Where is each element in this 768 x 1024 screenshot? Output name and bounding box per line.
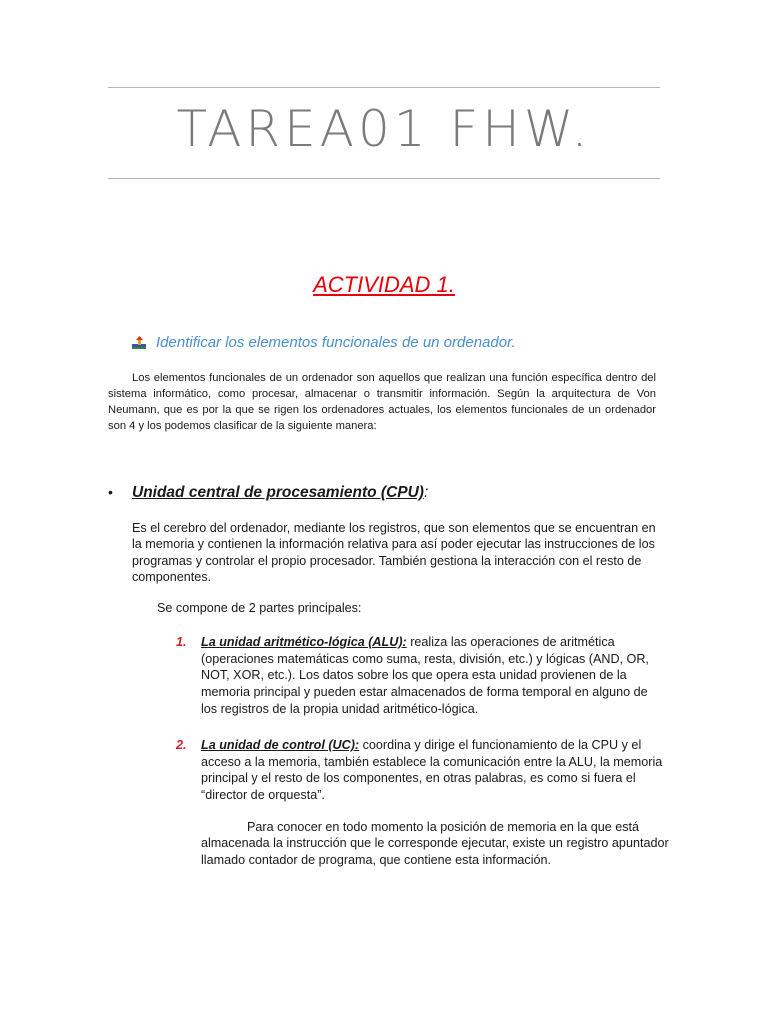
list-item-uc xyxy=(176,737,666,804)
cpu-section-colon: : xyxy=(423,484,429,501)
uc-label-colon: : xyxy=(354,738,360,752)
list-item-number: 2. xyxy=(176,738,187,752)
title-top-rule xyxy=(108,87,660,88)
list-item-body xyxy=(201,634,666,718)
alu-label: La unidad aritmético-lógica (ALU) xyxy=(201,635,403,649)
program-counter-paragraph xyxy=(201,819,671,868)
list-item-alu xyxy=(176,634,666,718)
intro-paragraph xyxy=(108,370,656,434)
intro-text: Los elementos funcionales de un ordenador son aquellos que realizan una función específica dentro del sistema informático, como procesar, almacenar o transmitir información. Según la arquitectura de Von Neumann, que es por la que se rigen los ordenadores actuales, los elementos funcionales de un ordenador son 4 y los podemos clasificar de la siguiente manera: xyxy=(108,372,656,432)
objective-row xyxy=(132,334,516,351)
objective-text: Identificar los elementos funcionales de un ordenador. xyxy=(156,334,516,351)
cpu-section-title: Unidad central de procesamiento (CPU) xyxy=(132,484,424,501)
list-item-body xyxy=(201,737,666,804)
document-title: TAREA01 FHW. xyxy=(176,100,592,158)
program-counter-text: Para conocer en todo momento la posición de memoria en la que está almacenada la instrucción que le corresponde ejecutar, existe un registro apuntador llamado contador de programa, que contiene esta información. xyxy=(201,820,669,867)
cpu-section-heading xyxy=(108,484,428,502)
section-bullet: • xyxy=(108,484,113,500)
uc-label: La unidad de control (UC) xyxy=(201,738,355,752)
uc-description: coordina y dirige el funcionamiento de la CPU y el acceso a la memoria, también establece la comunicación entre la ALU, la memoria principal y el resto de los componentes, en otras palabras, es como si fuera el “director de orquesta”. xyxy=(201,738,663,803)
activity-heading: ACTIVIDAD 1. xyxy=(313,272,455,297)
parts-intro: Se compone de 2 partes principales: xyxy=(157,601,362,615)
title-bottom-rule xyxy=(108,178,660,179)
cpu-description: Es el cerebro del ordenador, mediante los registros, que son elementos que se encuentran en la memoria y contienen la información relativa para así poder ejecutar las instrucciones de los programas y controlar el propio procesador. También gestiona la interacción con el resto de componentes. xyxy=(132,521,656,585)
alu-description: realiza las operaciones de aritmética (operaciones matemáticas como suma, resta, división, etc.) y lógicas (AND, OR, NOT, XOR, etc.). Los datos sobre los que opera esta unidad provienen de la memoria principal y pueden estar almacenados de forma temporal en alguno de los registros de la propia unidad aritmético-lógica. xyxy=(201,635,649,716)
alu-label-colon: : xyxy=(402,635,407,649)
colored-arrow-bullet-icon xyxy=(132,336,146,350)
list-item-number: 1. xyxy=(176,635,187,649)
